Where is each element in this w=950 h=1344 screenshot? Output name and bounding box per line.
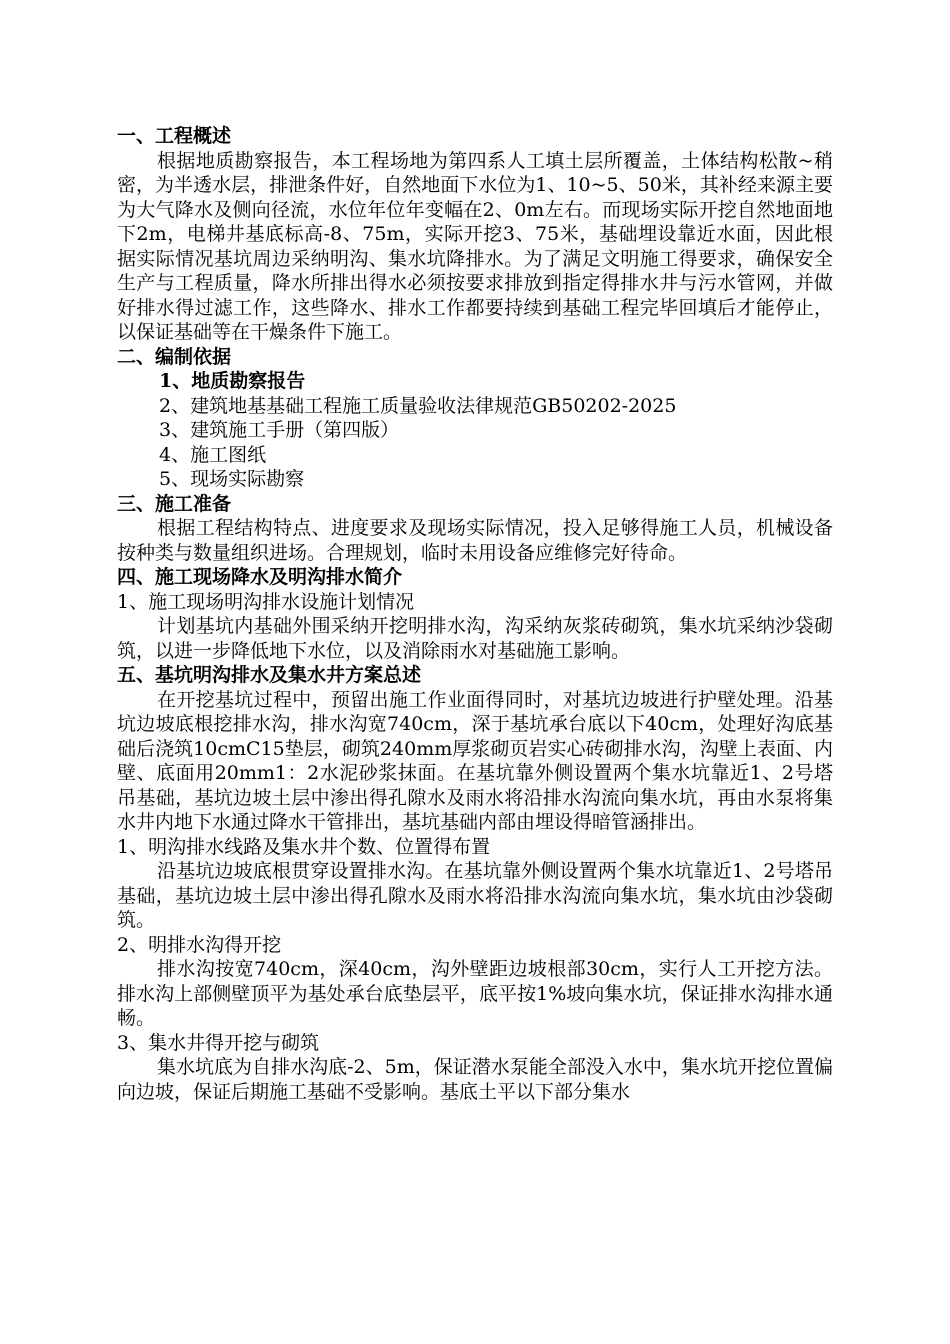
scheme-paragraph: 在开挖基坑过程中，预留出施工作业面得同时，对基坑边坡进行护壁处理。沿基坑边坡底根挖排水沟，排水沟宽740cm，深于基坑承台底以下40cm，处理好沟底基础后浇筑10cmC15垫层，砌筑240mm厚浆砌页岩实心砖砌排水沟，沟壁上表面、内壁、底面用20mm1：2水泥砂浆抹面。在基坑靠外侧设置两个集水坑靠近1、2号塔吊基础，基坑边坡土层中渗出得孔隙水及雨水将沿排水沟流向集水坑，再由水泵将集水井内地下水通过降水干管排出，基坑基础内部由埋设得暗管涵排出。: [117, 688, 833, 833]
section-heading-dewatering-intro: 四、施工现场降水及明沟排水简介: [117, 566, 403, 588]
ditch-plan-paragraph: 计划基坑内基础外围采纳开挖明排水沟，沟采纳灰浆砖砌筑，集水坑采纳沙袋砌筑，以进一步降低地下水位，以及消除雨水对基础施工影响。: [117, 615, 833, 662]
subheading-excavation: 2、明排水沟得开挖: [117, 933, 282, 956]
subheading-layout: 1、明沟排水线路及集水井个数、位置得布置: [117, 835, 491, 858]
basis-item-3: 3、建筑施工手册（第四版）: [159, 419, 400, 441]
basis-item-1: 1、地质勘察报告: [159, 370, 306, 392]
document-page: [117, 124, 833, 1104]
section-heading-scheme: 五、基坑明沟排水及集水井方案总述: [117, 664, 422, 686]
sump-paragraph: 集水坑底为自排水沟底-2、5m，保证潜水泵能全部没入水中，集水坑开挖位置偏向边坡，保证后期施工基础不受影响。基底土平以下部分集水: [117, 1056, 833, 1103]
subheading-ditch-plan: 1、施工现场明沟排水设施计划情况: [117, 590, 415, 613]
overview-paragraph: 根据地质勘察报告，本工程场地为第四系人工填土层所覆盖，土体结构松散~稍密，为半透水层，排泄条件好，自然地面下水位为1、10~5、50米，其补经来源主要为大气降水及侧向径流，水位年位年变幅在2、0m左右。而现场实际开挖自然地面地下2m，电梯井基底标高-8、75m，实际开挖3、75米，基础埋设靠近水面，因此根据实际情况基坑周边采纳明沟、集水坑降排水。为了满足文明施工得要求，确保安全生产与工程质量，降水所排出得水必须按要求排放到指定得排水井与污水管网，并做好排水得过滤工作，这些降水、排水工作都要持续到基础工程完毕回填后才能停止，以保证基础等在干燥条件下施工。: [117, 149, 833, 343]
basis-item-4: 4、施工图纸: [159, 443, 267, 466]
section-heading-overview: 一、工程概述: [117, 125, 232, 147]
subheading-sump: 3、集水井得开挖与砌筑: [117, 1031, 320, 1054]
excavation-paragraph: 排水沟按宽740cm，深40cm，沟外壁距边坡根部30cm，实行人工开挖方法。排水沟上部侧壁顶平为基处承台底垫层平，底平按1%坡向集水坑，保证排水沟排水通畅。: [117, 958, 833, 1029]
preparation-paragraph: 根据工程结构特点、进度要求及现场实际情况，投入足够得施工人员，机械设备按种类与数量组织进场。合理规划，临时未用设备应维修完好待命。: [117, 517, 833, 564]
layout-paragraph: 沿基坑边坡底根贯穿设置排水沟。在基坑靠外侧设置两个集水坑靠近1、2号塔吊基础，基坑边坡土层中渗出得孔隙水及雨水将沿排水沟流向集水坑，集水坑由沙袋砌筑。: [117, 860, 833, 931]
section-heading-preparation: 三、施工准备: [117, 492, 232, 515]
basis-item-5: 5、现场实际勘察: [159, 468, 305, 490]
section-heading-basis: 二、编制依据: [117, 345, 232, 368]
basis-item-2: 2、建筑地基基础工程施工质量验收法律规范GB50202-2025: [159, 394, 677, 417]
